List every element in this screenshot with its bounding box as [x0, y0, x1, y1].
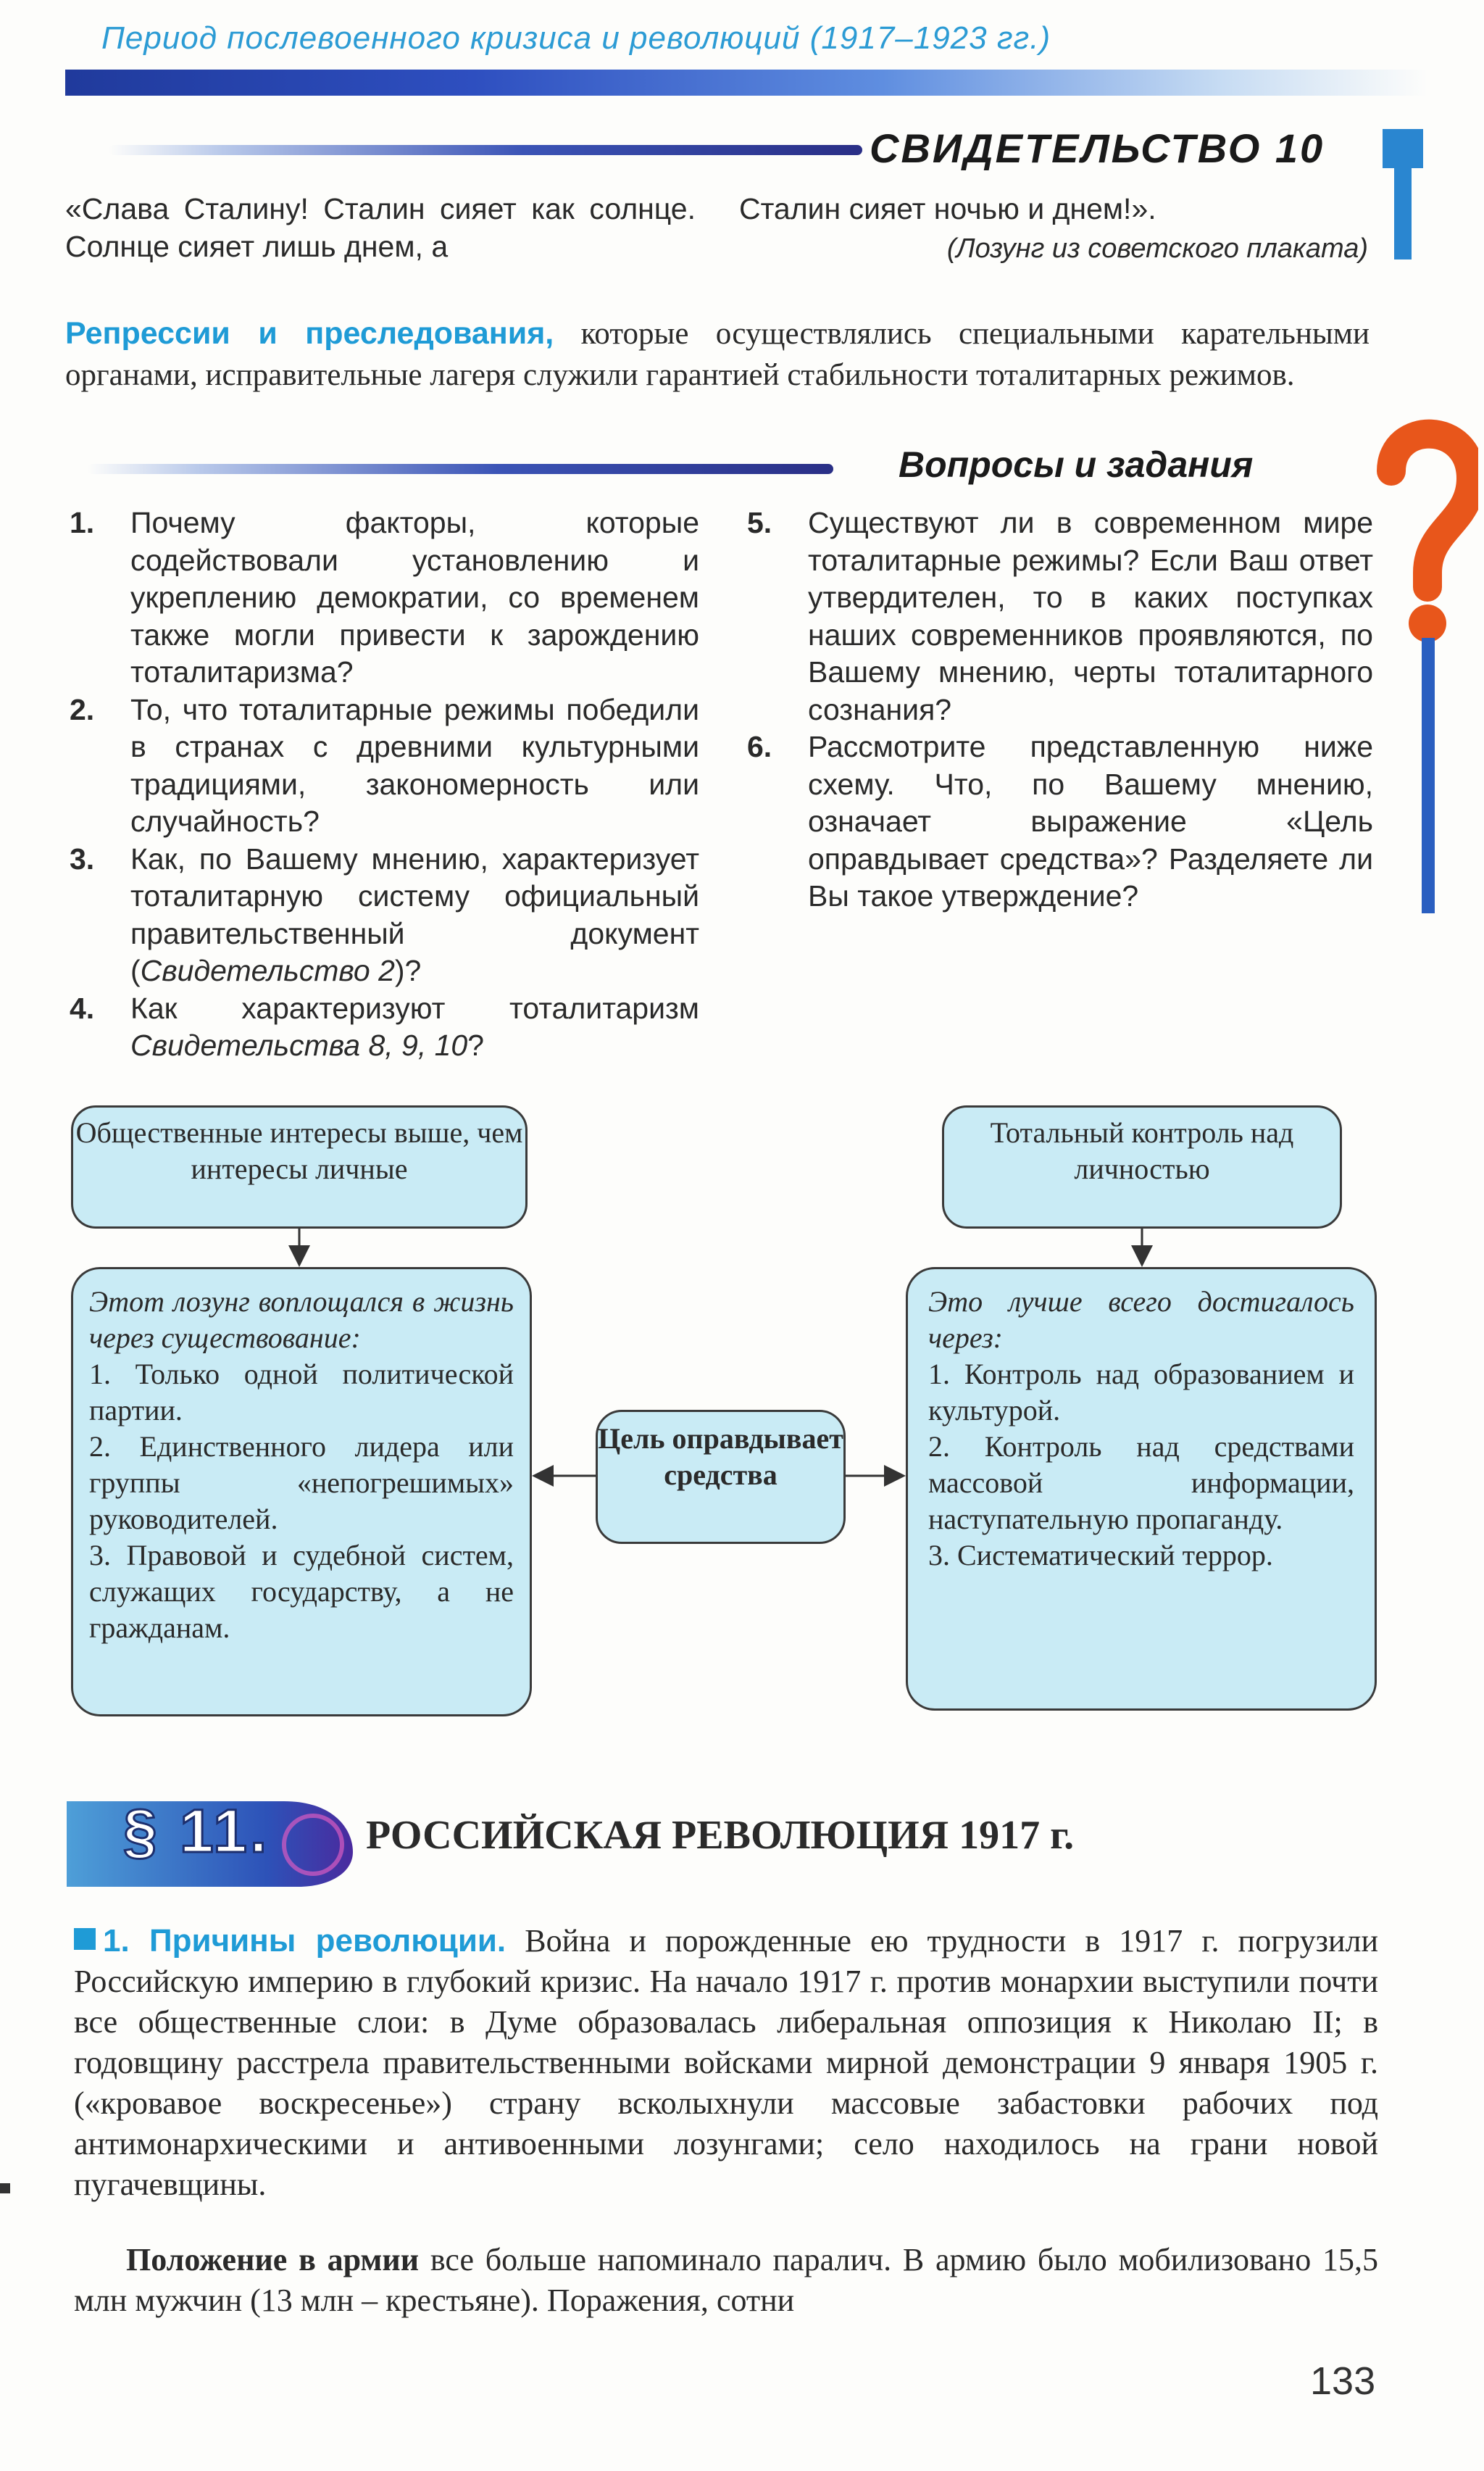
header-bar	[65, 70, 1427, 96]
question-item	[743, 728, 1373, 915]
diagram-box-slogan-realization	[71, 1267, 532, 1716]
evidence-quote-part1: «Слава Сталину! Сталин сияет как солнце. Солнце сияет лишь днем, а	[65, 192, 696, 263]
question-item	[65, 990, 699, 1065]
questions-decor-line	[87, 464, 833, 474]
evidence-side-bar	[1394, 129, 1412, 259]
evidence-source: (Лозунг из советского плаката)	[946, 233, 1368, 264]
question-item	[743, 504, 1373, 728]
section-title: РОССИЙСКАЯ РЕВОЛЮЦИЯ 1917 г.	[366, 1813, 1075, 1858]
diagram-box-public-interests: Общественные интересы выше, чем интересы личные	[71, 1105, 528, 1229]
question-item	[65, 692, 699, 841]
diagram-list-item: 1. Только одной политической партии.	[89, 1358, 514, 1426]
questions-title: Вопросы и задания	[899, 444, 1254, 485]
question-text: Рассмотрите представленную ниже схему. Что, по Вашему мнению, означает выражение «Цель оправдывает средства»? Разделяете ли Вы такое утверждение?	[808, 730, 1373, 913]
question-text: Как характеризуют тоталитаризм	[130, 991, 699, 1025]
diagram-list-item: 2. Единственного лидера или группы «непогрешимых» руководителей.	[89, 1430, 514, 1535]
diagram-list-item: 3. Систематический террор.	[928, 1539, 1273, 1571]
diagram-box-control-means	[906, 1267, 1377, 1711]
margin-tick	[0, 2183, 10, 2193]
diagram-box-end-justifies-means: Цель оправдывает средства	[596, 1410, 846, 1544]
question-mark-icon	[1362, 406, 1478, 913]
section-number: § 11.	[123, 1797, 270, 1865]
repressions-text: которые осуществлялись специальными карательными органами, исправительные лагеря служили гарантией стабильности тоталитарных режимов.	[65, 317, 1370, 392]
diagram-list-item: 3. Правовой и судебной систем, служащих государству, а не гражданам.	[89, 1539, 514, 1644]
diagram-list-item: 2. Контроль над средствами массовой информации, наступательную пропаганду.	[928, 1430, 1354, 1535]
question-text-end: ?	[467, 1029, 485, 1062]
body-text: все больше напоминало паралич. В армию было мобилизовано 15,5 млн мужчин (13 млн – крестьяне). Поражения, сотни	[74, 2242, 1378, 2318]
question-item	[65, 504, 699, 692]
question-reference: Свидетельства 8, 9, 10	[130, 1029, 468, 1062]
body-lead-bold: Положение в армии	[126, 2242, 420, 2277]
repressions-lead: Репрессии и преследования,	[65, 316, 554, 351]
diagram-box-total-control: Тотальный контроль над личностью	[942, 1105, 1342, 1229]
body-text: Война и порожденные ею трудности в 1917 г. погрузили Российскую империю в глубокий кризис. На начало 1917 г. против монархии выступили почти все общественные слои: в Думе образовалась либеральная оппозиция к Николаю II; в годовщину расстрела правительственными войсками мирной демонстрации 9 января 1905 г. («кровавое воскресенье») страну всколыхнули массовые забастовки рабочих под антимонархическими и антивоенными лозунгами; село находилось на грани новой пугачевщины.	[74, 1923, 1379, 2202]
evidence-title: СВИДЕТЕЛЬСТВО 10	[870, 125, 1325, 171]
diagram-box-intro: Этот лозунг воплощался в жизнь через существование:	[89, 1285, 514, 1354]
question-text: То, что тоталитарные режимы победили в странах с древними культурными традициями, закономерность или случайность?	[130, 692, 699, 838]
question-number: 5.	[747, 506, 772, 539]
repressions-paragraph	[65, 313, 1370, 396]
subsection-heading: 1. Причины революции.	[103, 1923, 507, 1959]
evidence-decor-line	[109, 145, 862, 155]
evidence-quote-part2: Сталин сияет ночью и днем!».	[739, 192, 1156, 225]
question-text-end: )?	[394, 954, 422, 987]
page-number: 133	[1310, 2359, 1376, 2403]
question-number: 3.	[70, 842, 95, 876]
diagram-list-item: 1. Контроль над образованием и культурой.	[928, 1358, 1354, 1426]
question-text: Как, по Вашему мнению, характеризует тоталитарную систему официальный правительственный документ (	[130, 842, 699, 987]
questions-right-column	[743, 504, 1373, 915]
question-text: Почему факторы, которые содействовали установлению и укреплению демократии, со временем также могли привести к зарождению тоталитаризма?	[130, 506, 699, 689]
bullet-square-icon	[74, 1928, 96, 1950]
question-item	[65, 841, 699, 990]
question-reference: Свидетельство 2	[140, 954, 395, 987]
question-number: 1.	[70, 506, 95, 539]
running-head: Период послевоенного кризиса и революций (1917–1923 гг.)	[101, 20, 1051, 56]
question-number: 4.	[70, 991, 95, 1025]
diagram-box-intro: Это лучше всего достигалось через:	[928, 1285, 1354, 1354]
question-number: 2.	[70, 692, 95, 726]
questions-left-column	[65, 504, 699, 1065]
question-number: 6.	[747, 730, 772, 763]
body-paragraph-army	[74, 2240, 1378, 2321]
body-paragraph-causes	[74, 1921, 1378, 2205]
question-text: Существуют ли в современном мире тоталитарные режимы? Если Ваш ответ утвердителен, то в каких поступках наших современников проявляются, по Вашему мнению, черты тоталитарного сознания?	[808, 506, 1373, 726]
